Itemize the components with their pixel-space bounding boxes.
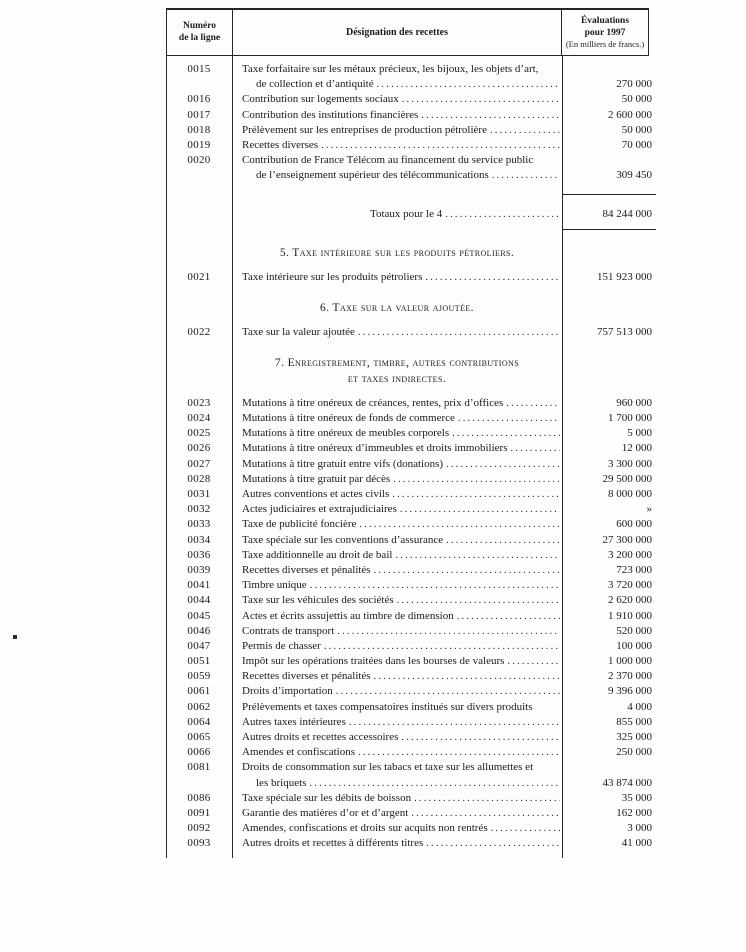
row-label-cell bbox=[232, 487, 562, 502]
row-label: Taxe de publicité foncière bbox=[242, 518, 357, 531]
row-label-cell bbox=[232, 593, 562, 608]
leader-dots bbox=[401, 730, 560, 745]
row-value bbox=[562, 153, 652, 168]
row-number bbox=[166, 776, 232, 791]
row-number bbox=[166, 207, 232, 222]
column-header-numero-line1: Numéro bbox=[182, 21, 217, 31]
row-label-cell bbox=[232, 325, 562, 340]
leader-dots bbox=[358, 745, 560, 760]
leader-dots bbox=[452, 426, 560, 441]
row-number: 0045 bbox=[187, 609, 211, 622]
table-row bbox=[166, 92, 652, 107]
leader-dots bbox=[310, 578, 560, 593]
row-label: Amendes, confiscations et droits sur acquits non rentrés bbox=[242, 822, 488, 835]
row-value: 70 000 bbox=[621, 138, 652, 151]
table-row bbox=[166, 517, 652, 532]
row-value: 3 000 bbox=[627, 822, 652, 835]
row-value: » bbox=[646, 503, 652, 516]
row-value: 100 000 bbox=[616, 639, 652, 652]
row-label-cell bbox=[232, 624, 562, 639]
row-value: 151 923 000 bbox=[597, 270, 652, 283]
table-row bbox=[166, 639, 652, 654]
row-label-cell bbox=[232, 609, 562, 624]
row-label: Mutations à titre onéreux de créances, rentes, prix d’offices bbox=[242, 396, 504, 409]
column-header-evaluations-unit: (En milliers de francs.) bbox=[565, 39, 645, 49]
row-label: de l’enseignement supérieur des télécommunications bbox=[256, 169, 489, 182]
row-label-cell bbox=[232, 836, 562, 851]
leader-dots bbox=[507, 654, 560, 669]
table-row bbox=[166, 730, 652, 745]
section-heading bbox=[232, 246, 562, 261]
row-label: Contribution sur logements sociaux bbox=[242, 93, 399, 106]
leader-dots bbox=[421, 108, 560, 123]
column-header-evaluations bbox=[562, 10, 648, 55]
leader-dots bbox=[490, 123, 560, 138]
row-label-cell bbox=[232, 563, 562, 578]
table-row bbox=[166, 684, 652, 699]
row-label: Taxe sur les véhicules des sociétés bbox=[242, 594, 394, 607]
row-value: 855 000 bbox=[616, 715, 652, 728]
row-number: 0066 bbox=[187, 746, 211, 759]
row-number: 0039 bbox=[187, 563, 211, 576]
table-row bbox=[166, 108, 652, 123]
row-label-cell bbox=[232, 700, 562, 715]
section-heading-line: 7. Enregistrement, timbre, autres contributions bbox=[274, 357, 520, 370]
row-number: 0028 bbox=[187, 472, 211, 485]
leader-dots bbox=[377, 77, 560, 92]
table-row bbox=[166, 836, 652, 851]
row-number: 0020 bbox=[187, 154, 211, 167]
row-label: Contribution de France Télécom au financement du service public bbox=[242, 154, 534, 167]
table-header bbox=[166, 8, 649, 56]
table-row bbox=[166, 411, 652, 426]
row-number bbox=[166, 168, 232, 183]
column-header-evaluations-line1: Évaluations bbox=[580, 16, 630, 26]
row-number: 0019 bbox=[187, 138, 211, 151]
row-label: Garantie des matières d’or et d’argent bbox=[242, 806, 409, 819]
row-number: 0034 bbox=[187, 533, 211, 546]
row-label: Actes judiciaires et extrajudiciaires bbox=[242, 503, 397, 516]
row-value: 50 000 bbox=[621, 123, 652, 136]
row-label: Droits d’importation bbox=[242, 685, 333, 698]
row-label: Taxe spéciale sur les débits de boisson bbox=[242, 791, 412, 804]
table-body bbox=[166, 56, 652, 858]
row-label: Contrats de transport bbox=[242, 624, 335, 637]
row-label: Mutations à titre onéreux d’immeubles et droits immobiliers bbox=[242, 442, 508, 455]
row-label: Mutations à titre onéreux de fonds de commerce bbox=[242, 412, 455, 425]
row-label-cell bbox=[232, 108, 562, 123]
column-header-numero bbox=[167, 10, 233, 55]
row-label: Contribution des institutions financières bbox=[242, 108, 419, 121]
column-header-numero-line2: de la ligne bbox=[178, 32, 221, 43]
row-label: Droits de consommation sur les tabacs et taxe sur les allumettes et bbox=[242, 761, 534, 774]
leader-dots bbox=[446, 533, 560, 548]
table-row bbox=[166, 457, 652, 472]
row-number: 0025 bbox=[187, 427, 211, 440]
table-row bbox=[166, 806, 652, 821]
row-value: 2 620 000 bbox=[608, 594, 652, 607]
row-value: 723 000 bbox=[616, 563, 652, 576]
row-label-cell bbox=[232, 715, 562, 730]
row-label-cell bbox=[232, 578, 562, 593]
leader-dots bbox=[309, 776, 560, 791]
row-value bbox=[562, 760, 652, 775]
row-value: 600 000 bbox=[616, 518, 652, 531]
row-label: Autres droits et recettes à différents titres bbox=[242, 837, 424, 850]
leader-dots bbox=[411, 806, 560, 821]
section-heading bbox=[232, 301, 562, 316]
row-number: 0032 bbox=[187, 503, 211, 516]
row-label-cell bbox=[232, 548, 562, 563]
leader-dots bbox=[374, 669, 560, 684]
leader-dots bbox=[392, 487, 560, 502]
table-row bbox=[166, 533, 652, 548]
leader-dots bbox=[321, 138, 560, 153]
ink-speck bbox=[13, 635, 17, 639]
leader-dots bbox=[374, 563, 560, 578]
row-number: 0061 bbox=[187, 685, 211, 698]
row-label-cell bbox=[232, 730, 562, 745]
row-value: 757 513 000 bbox=[597, 326, 652, 339]
row-value: 27 300 000 bbox=[602, 533, 652, 546]
row-number: 0091 bbox=[187, 806, 211, 819]
leader-dots bbox=[324, 639, 560, 654]
row-label: Impôt sur les opérations traitées dans les bourses de valeurs bbox=[242, 655, 505, 668]
row-number: 0016 bbox=[187, 93, 211, 106]
row-label-cell bbox=[232, 457, 562, 472]
row-number: 0062 bbox=[187, 700, 211, 713]
row-number: 0027 bbox=[187, 457, 211, 470]
row-value: 2 600 000 bbox=[608, 108, 652, 121]
row-label-cell bbox=[232, 138, 562, 153]
section-heading-line: 6. Taxe sur la valeur ajoutée. bbox=[320, 302, 474, 315]
row-value: 8 000 000 bbox=[608, 488, 652, 500]
leader-dots bbox=[457, 609, 560, 624]
row-label-cell bbox=[232, 791, 562, 806]
leader-dots bbox=[358, 325, 560, 340]
table-row bbox=[166, 487, 652, 502]
section-heading-line: et taxes indirectes. bbox=[347, 372, 447, 385]
row-label-cell bbox=[232, 684, 562, 699]
row-number: 0023 bbox=[187, 396, 211, 409]
column-header-designation-label: Désignation des recettes bbox=[345, 26, 449, 38]
row-label: Taxe spéciale sur les conventions d’assurance bbox=[242, 533, 444, 546]
table-row bbox=[166, 700, 652, 715]
row-label: Actes et écrits assujettis au timbre de dimension bbox=[242, 609, 454, 622]
row-label-cell bbox=[232, 472, 562, 487]
value-column-rule bbox=[562, 194, 656, 195]
row-number: 0092 bbox=[187, 822, 211, 835]
row-number: 0021 bbox=[187, 270, 211, 283]
table-row bbox=[166, 325, 652, 340]
row-label-cell bbox=[232, 745, 562, 760]
leader-dots bbox=[397, 593, 560, 608]
row-label: Taxe sur la valeur ajoutée bbox=[242, 326, 355, 339]
row-value: 1 000 000 bbox=[608, 655, 652, 668]
row-number: 0081 bbox=[187, 761, 211, 774]
revenue-table bbox=[166, 8, 652, 858]
row-number: 0086 bbox=[187, 791, 211, 804]
row-label: Recettes diverses et pénalités bbox=[242, 670, 371, 683]
row-label: Mutations à titre gratuit entre vifs (donations) bbox=[242, 457, 444, 470]
totals-row bbox=[166, 207, 652, 222]
row-value: 3 720 000 bbox=[608, 579, 652, 592]
table-row bbox=[166, 776, 652, 791]
leader-dots bbox=[414, 791, 560, 806]
totals-label: Totaux pour le 4 bbox=[370, 207, 443, 220]
row-label: Mutations à titre onéreux de meubles corporels bbox=[242, 427, 450, 440]
row-number: 0031 bbox=[187, 488, 211, 500]
row-label-cell bbox=[232, 533, 562, 548]
row-label: les briquets bbox=[256, 776, 307, 789]
table-row bbox=[166, 138, 652, 153]
row-label: Amendes et confiscations bbox=[242, 746, 356, 759]
leader-dots bbox=[506, 396, 560, 411]
row-value: 4 000 bbox=[627, 700, 652, 713]
row-value: 325 000 bbox=[616, 731, 652, 743]
leader-dots bbox=[336, 684, 560, 699]
row-value: 3 300 000 bbox=[608, 457, 652, 470]
table-left-border bbox=[166, 56, 167, 858]
column-header-evaluations-line2: pour 1997 bbox=[584, 27, 626, 38]
row-label-cell bbox=[232, 441, 562, 456]
leader-dots bbox=[393, 472, 560, 487]
leader-dots bbox=[445, 207, 560, 222]
row-value bbox=[562, 62, 652, 77]
row-label: Autres taxes intérieures bbox=[242, 715, 346, 728]
column-header-designation bbox=[233, 10, 562, 55]
table-row bbox=[166, 593, 652, 608]
row-label: de collection et d’antiquité bbox=[256, 78, 374, 91]
row-value: 1 910 000 bbox=[608, 609, 652, 622]
table-row bbox=[166, 441, 652, 456]
table-row bbox=[166, 153, 652, 168]
leader-dots bbox=[359, 517, 560, 532]
row-label-cell bbox=[232, 669, 562, 684]
totals-value: 84 244 000 bbox=[602, 207, 652, 220]
row-value: 12 000 bbox=[621, 442, 652, 455]
row-label: Recettes diverses bbox=[242, 138, 319, 151]
row-label-cell bbox=[232, 776, 562, 791]
leader-dots bbox=[426, 836, 560, 851]
row-number: 0017 bbox=[187, 108, 211, 121]
column-divider-value bbox=[562, 56, 563, 858]
table-row bbox=[166, 609, 652, 624]
row-value: 5 000 bbox=[627, 427, 652, 440]
row-number: 0024 bbox=[187, 412, 211, 425]
leader-dots bbox=[492, 168, 560, 183]
table-row bbox=[166, 426, 652, 441]
row-number: 0065 bbox=[187, 731, 211, 743]
row-label-cell bbox=[232, 760, 562, 775]
leader-dots bbox=[425, 270, 560, 285]
row-label-cell bbox=[232, 639, 562, 654]
row-label-cell bbox=[232, 207, 562, 222]
row-label: Autres conventions et actes civils bbox=[242, 488, 390, 500]
row-label: Recettes diverses et pénalités bbox=[242, 563, 371, 576]
row-value: 2 370 000 bbox=[608, 670, 652, 683]
row-label: Taxe intérieure sur les produits pétroliers bbox=[242, 270, 423, 283]
row-label-cell bbox=[232, 62, 562, 77]
table-row bbox=[166, 715, 652, 730]
row-number: 0059 bbox=[187, 670, 211, 683]
row-value: 162 000 bbox=[616, 806, 652, 819]
row-label: Timbre unique bbox=[242, 579, 307, 592]
row-number: 0051 bbox=[187, 655, 211, 668]
row-label-cell bbox=[232, 153, 562, 168]
row-label-cell bbox=[232, 806, 562, 821]
row-label-cell bbox=[232, 502, 562, 517]
leader-dots bbox=[395, 548, 560, 563]
row-label-cell bbox=[232, 92, 562, 107]
column-divider-numero bbox=[232, 56, 233, 858]
value-column-rule bbox=[562, 229, 656, 230]
table-row bbox=[166, 502, 652, 517]
row-label-cell bbox=[232, 654, 562, 669]
row-number: 0041 bbox=[187, 579, 211, 592]
leader-dots bbox=[458, 411, 560, 426]
table-row bbox=[166, 578, 652, 593]
row-label-cell bbox=[232, 426, 562, 441]
table-row bbox=[166, 745, 652, 760]
row-value: 43 874 000 bbox=[602, 776, 652, 789]
row-value: 50 000 bbox=[621, 93, 652, 106]
row-label: Permis de chasser bbox=[242, 639, 321, 652]
row-label-cell bbox=[232, 517, 562, 532]
row-label-cell bbox=[232, 77, 562, 92]
table-row bbox=[166, 472, 652, 487]
table-row bbox=[166, 669, 652, 684]
row-number: 0064 bbox=[187, 715, 211, 728]
row-number: 0026 bbox=[187, 442, 211, 455]
table-row bbox=[166, 77, 652, 92]
row-number: 0022 bbox=[187, 326, 211, 339]
leader-dots bbox=[446, 457, 560, 472]
table-row bbox=[166, 760, 652, 775]
row-value: 3 200 000 bbox=[608, 548, 652, 561]
row-value: 41 000 bbox=[621, 837, 652, 850]
leader-dots bbox=[349, 715, 560, 730]
table-row bbox=[166, 396, 652, 411]
row-value: 35 000 bbox=[621, 791, 652, 804]
table-row bbox=[166, 563, 652, 578]
table-row bbox=[166, 62, 652, 77]
leader-dots bbox=[491, 821, 560, 836]
row-label-cell bbox=[232, 396, 562, 411]
row-value: 960 000 bbox=[616, 396, 652, 409]
row-value: 1 700 000 bbox=[608, 412, 652, 425]
row-label: Prélèvements et taxes compensatoires institués sur divers produits bbox=[242, 700, 533, 713]
row-label: Autres droits et recettes accessoires bbox=[242, 731, 399, 743]
row-label: Prélèvement sur les entreprises de production pétrolière bbox=[242, 123, 487, 136]
table-row bbox=[166, 270, 652, 285]
row-number: 0033 bbox=[187, 518, 211, 531]
row-label-cell bbox=[232, 411, 562, 426]
row-number: 0018 bbox=[187, 123, 211, 136]
table-row bbox=[166, 548, 652, 563]
section-heading bbox=[232, 356, 562, 386]
row-label: Mutations à titre gratuit par décès bbox=[242, 472, 391, 485]
row-value: 309 450 bbox=[616, 169, 652, 182]
leader-dots bbox=[402, 92, 560, 107]
table-row bbox=[166, 821, 652, 836]
row-number: 0036 bbox=[187, 548, 211, 561]
row-number bbox=[166, 77, 232, 92]
leader-dots bbox=[337, 624, 560, 639]
row-number: 0015 bbox=[187, 63, 211, 75]
row-value: 250 000 bbox=[616, 746, 652, 759]
table-row bbox=[166, 168, 652, 183]
section-heading-line: 5. Taxe intérieure sur les produits pétroliers. bbox=[279, 246, 515, 259]
table-row bbox=[166, 654, 652, 669]
row-label-cell bbox=[232, 168, 562, 183]
row-label-cell bbox=[232, 123, 562, 138]
leader-dots bbox=[400, 502, 560, 517]
table-row bbox=[166, 123, 652, 138]
row-value: 270 000 bbox=[616, 78, 652, 91]
row-value: 520 000 bbox=[616, 624, 652, 637]
row-label: Taxe forfaitaire sur les métaux précieux, les bijoux, les objets d’art, bbox=[242, 63, 539, 75]
row-label: Taxe additionnelle au droit de bail bbox=[242, 548, 393, 561]
row-label-cell bbox=[232, 821, 562, 836]
table-row bbox=[166, 624, 652, 639]
row-value: 29 500 000 bbox=[602, 472, 652, 485]
row-number: 0047 bbox=[187, 639, 211, 652]
row-number: 0044 bbox=[187, 594, 211, 607]
table-row bbox=[166, 791, 652, 806]
leader-dots bbox=[510, 441, 560, 456]
row-value: 9 396 000 bbox=[608, 685, 652, 698]
row-label-cell bbox=[232, 270, 562, 285]
row-number: 0093 bbox=[187, 837, 211, 850]
row-number: 0046 bbox=[187, 624, 211, 637]
